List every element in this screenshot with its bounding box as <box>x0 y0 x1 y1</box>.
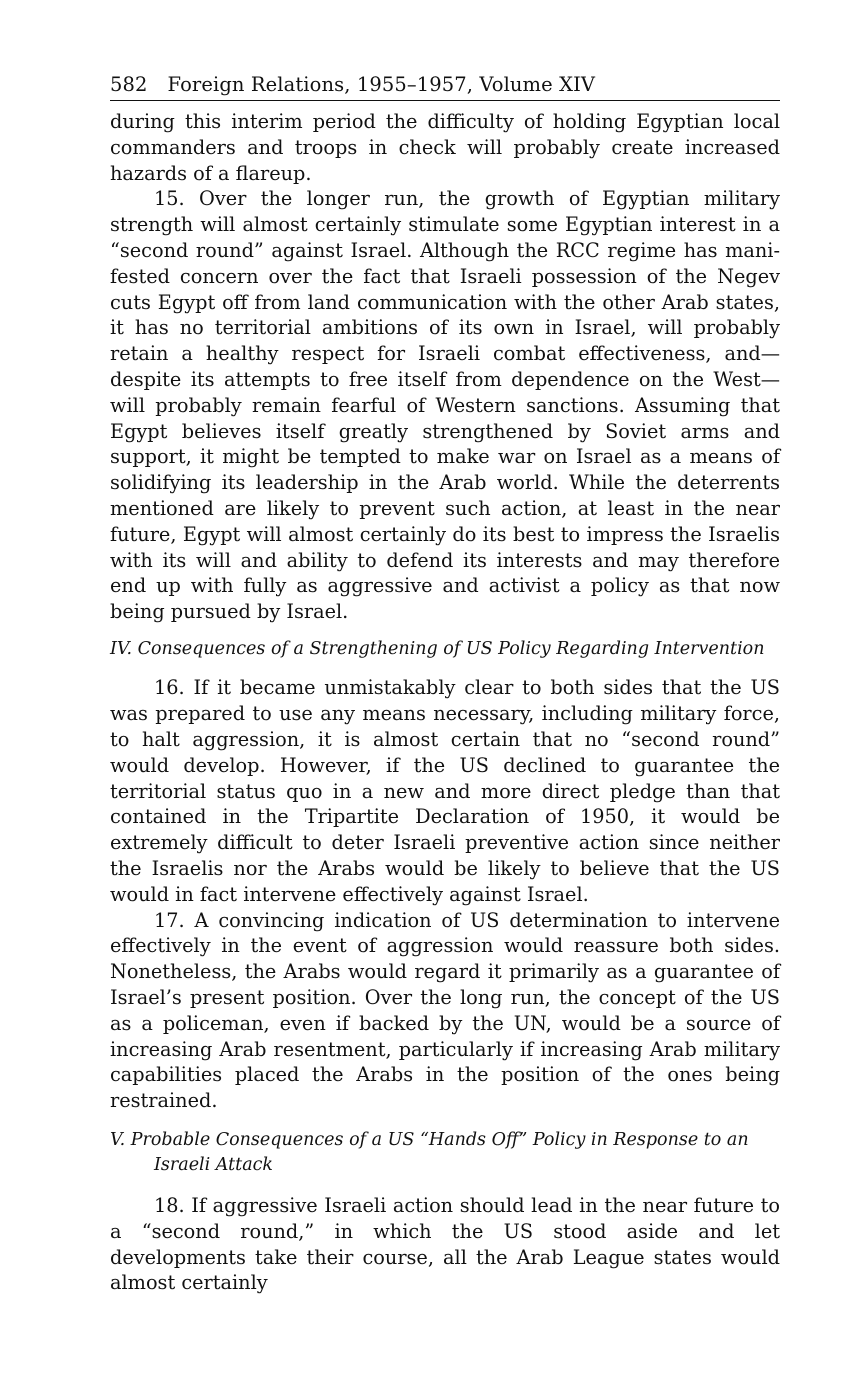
running-header <box>110 72 780 101</box>
running-title: Foreign Relations, 1955–1957, Volume XIV <box>167 73 596 96</box>
document-body <box>110 109 780 1296</box>
document-page <box>110 72 780 1296</box>
paragraph-16: 16. If it became unmistakably clear to both sides that the US was prepared to use any means necessary, including military force, to halt aggression, it is almost certain that no “second round” would develop. However, if the US declined to guarantee the territorial status quo in a new and more direct pledge than that contained in the Tripartite Declaration of 1950, it would be extremely difficult to deter Israeli preventive action since neither the Israelis nor the Arabs would be likely to believe that the US would in fact intervene effectively against Israel. <box>110 676 780 906</box>
section-heading-iv: IV. Consequences of a Strengthening of US Policy Regarding Intervention <box>110 638 765 659</box>
page-number: 582 <box>110 73 148 96</box>
paragraph-15: 15. Over the longer run, the growth of Egyptian military strength will almost certainly stimulate some Egyptian interest in a “second round” against Israel. Although the RCC regime has manifested concern over the fact that Israeli possession of the Negev cuts Egypt off from land communication with the other Arab states, it has no territorial ambitions of its own in Israel, will probably retain a healthy respect for Israeli combat effectiveness, and—despite its attempts to free itself from dependence on the West—will probably remain fearful of Western sanctions. Assuming that Egypt believes itself greatly strengthened by Soviet arms and support, it might be tempted to make war on Israel as a means of solidifying its leadership in the Arab world. While the deterrents mentioned are likely to prevent such action, at least in the near future, Egypt will almost certainly do its best to impress the Israelis with its will and ability to defend its interests and may therefore end up with fully as aggressive and activist a policy as that now being pursued by Israel. <box>110 187 780 624</box>
section-heading-v: V. Probable Consequences of a US “Hands Off” Policy in Response to an Israeli Attack <box>110 1129 749 1176</box>
paragraph-17: 17. A convincing indication of US determination to intervene effectively in the event of aggression would reassure both sides. Nonetheless, the Arabs would regard it primarily as a guarantee of Israel’s present position. Over the long run, the concept of the US as a policeman, even if backed by the UN, would be a source of increasing Arab resentment, particularly if increasing Arab military capabilities placed the Arabs in the position of the ones being restrained. <box>110 908 780 1113</box>
paragraph-continued: during this interim period the difficulty of holding Egyptian local commanders and troops in check will probably create increased hazards of a flareup. <box>110 110 780 185</box>
paragraph-18: 18. If aggressive Israeli action should lead in the near future to a “second round,” in which the US stood aside and let developments take their course, all the Arab League states would almost certainly <box>110 1193 780 1295</box>
